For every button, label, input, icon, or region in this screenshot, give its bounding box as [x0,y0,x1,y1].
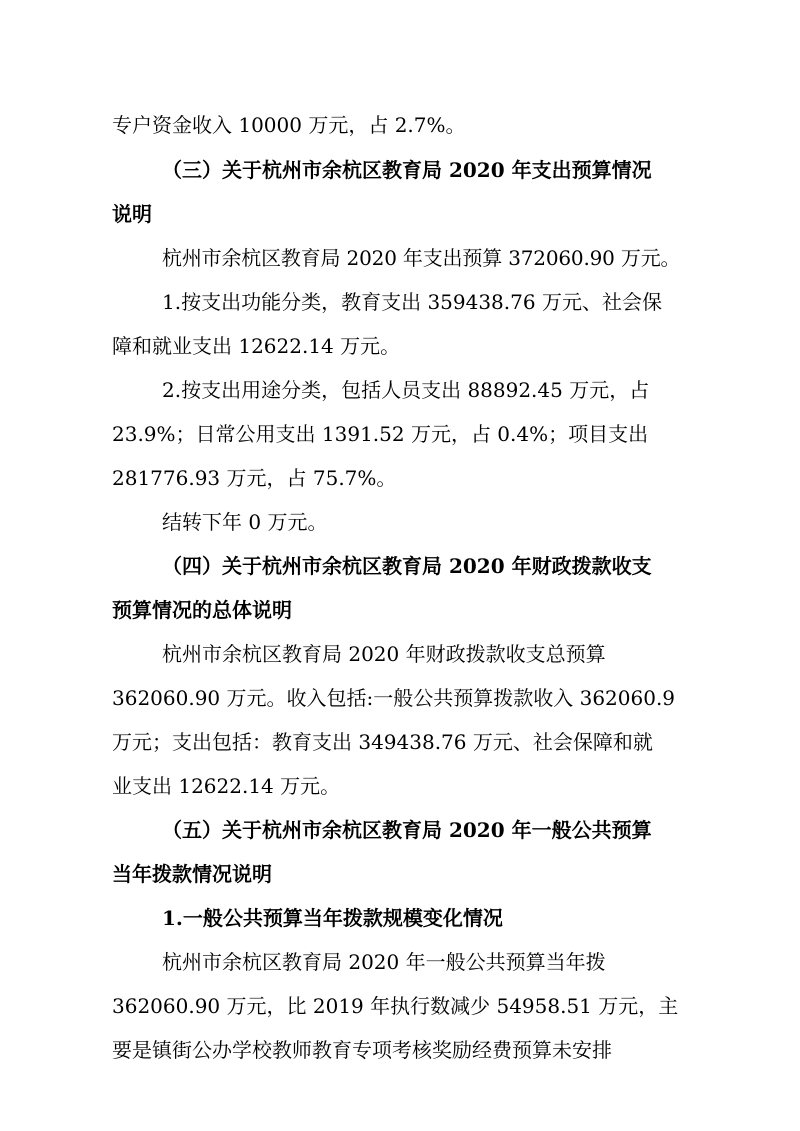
body-line: 杭州市余杭区教育局 2020 年支出预算 372060.90 万元。 [162,246,681,270]
section-heading: （三）关于杭州市余杭区教育局 2020 年支出预算情况 [162,158,652,182]
body-line: 结转下年 0 万元。 [162,510,328,534]
body-line: 362060.90 万元，比 2019 年执行数减少 54958.51 万元，主 [112,994,679,1018]
body-line: 专户资金收入 10000 万元，占 2.7%。 [112,113,466,137]
body-line: 2.按支出用途分类，包括人员支出 88892.45 万元，占 [162,378,650,402]
section-heading: 说明 [112,202,152,226]
section-heading: 当年拨款情况说明 [112,862,272,886]
subsection-heading: 1.一般公共预算当年拨款规模变化情况 [162,906,503,930]
section-heading: （五）关于杭州市余杭区教育局 2020 年一般公共预算 [162,818,652,842]
body-line: 362060.90 万元。收入包括:一般公共预算拨款收入 362060.9 [112,686,676,710]
body-line: 障和就业支出 12622.14 万元。 [112,334,401,358]
body-line: 23.9%；日常公用支出 1391.52 万元，占 0.4%；项目支出 [112,422,649,446]
section-heading: 预算情况的总体说明 [112,598,292,622]
body-line: 281776.93 万元，占 75.7%。 [112,466,397,490]
body-line: 杭州市余杭区教育局 2020 年一般公共预算当年拨 [162,950,606,974]
body-line: 杭州市余杭区教育局 2020 年财政拨款收支总预算 [162,642,606,666]
body-line: 要是镇街公办学校教师教育专项考核奖励经费预算未安排 [112,1038,612,1062]
section-heading: （四）关于杭州市余杭区教育局 2020 年财政拨款收支 [162,554,652,578]
body-line: 1.按支出功能分类，教育支出 359438.76 万元、社会保 [162,290,662,314]
body-line: 业支出 12622.14 万元。 [112,774,341,798]
body-line: 万元；支出包括：教育支出 349438.76 万元、社会保障和就 [112,730,653,754]
